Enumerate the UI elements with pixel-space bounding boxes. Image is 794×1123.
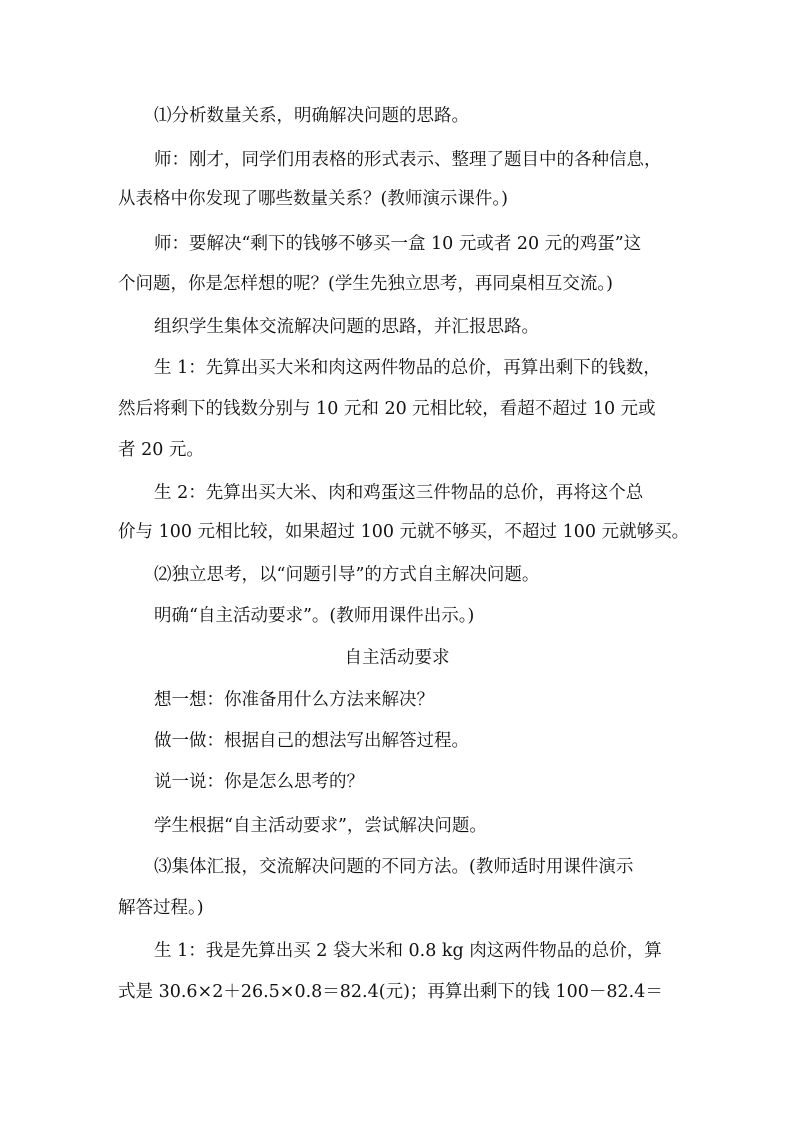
student-1-method-formula: 式是 30.6×2＋26.5×0.8＝82.4(元)；再算出剩下的钱 100－82.4＝ xyxy=(118,982,663,1002)
student-1-answer-cont: 然后将剩下的钱数分别与 10 元和 20 元相比较，看超不超过 10 元或 xyxy=(118,399,656,419)
requirement-think: 想一想：你准备用什么方法来解决？ xyxy=(154,690,434,710)
step-3-heading: ⑶集体汇报，交流解决问题的不同方法。(教师适时用课件演示 xyxy=(154,857,634,877)
student-1-method: 生 1：我是先算出买 2 袋大米和 0.8 kg 肉这两件物品的总价，算 xyxy=(154,941,662,961)
students-try: 学生根据“自主活动要求”，尝试解决问题。 xyxy=(154,816,487,836)
requirements-title: 自主活动要求 xyxy=(344,648,450,668)
student-2-answer: 生 2：先算出买大米、肉和鸡蛋这三件物品的总价，再将这个总 xyxy=(154,483,644,503)
student-1-answer: 生 1：先算出买大米和肉这两件物品的总价，再算出剩下的钱数， xyxy=(154,358,661,378)
student-1-answer-end: 者 20 元。 xyxy=(118,440,204,460)
step-2-heading: ⑵独立思考，以“问题引导”的方式自主解决问题。 xyxy=(154,565,540,585)
clarify-requirements: 明确“自主活动要求”。(教师用课件出示。) xyxy=(154,606,475,626)
organize-discussion: 组织学生集体交流解决问题的思路，并汇报思路。 xyxy=(154,317,539,337)
teacher-question-1-cont: 从表格中你发现了哪些数量关系？(教师演示课件。) xyxy=(118,189,508,209)
student-2-answer-cont: 价与 100 元相比较，如果超过 100 元就不够买，不超过 100 元就够买。 xyxy=(118,522,690,542)
requirement-do: 做一做：根据自己的想法写出解答过程。 xyxy=(154,731,469,751)
teacher-question-2-cont: 个问题，你是怎样想的呢？(学生先独立思考，再同桌相互交流。) xyxy=(118,274,613,294)
step-3-heading-cont: 解答过程。) xyxy=(118,898,204,918)
teacher-question-1: 师：刚才，同学们用表格的形式表示、整理了题目中的各种信息， xyxy=(154,150,662,170)
teacher-question-2: 师：要解决“剩下的钱够不够买一盒 10 元或者 20 元的鸡蛋”这 xyxy=(154,234,642,254)
step-1-heading: ⑴分析数量关系，明确解决问题的思路。 xyxy=(154,106,469,126)
requirement-say: 说一说：你是怎么思考的？ xyxy=(154,772,364,792)
